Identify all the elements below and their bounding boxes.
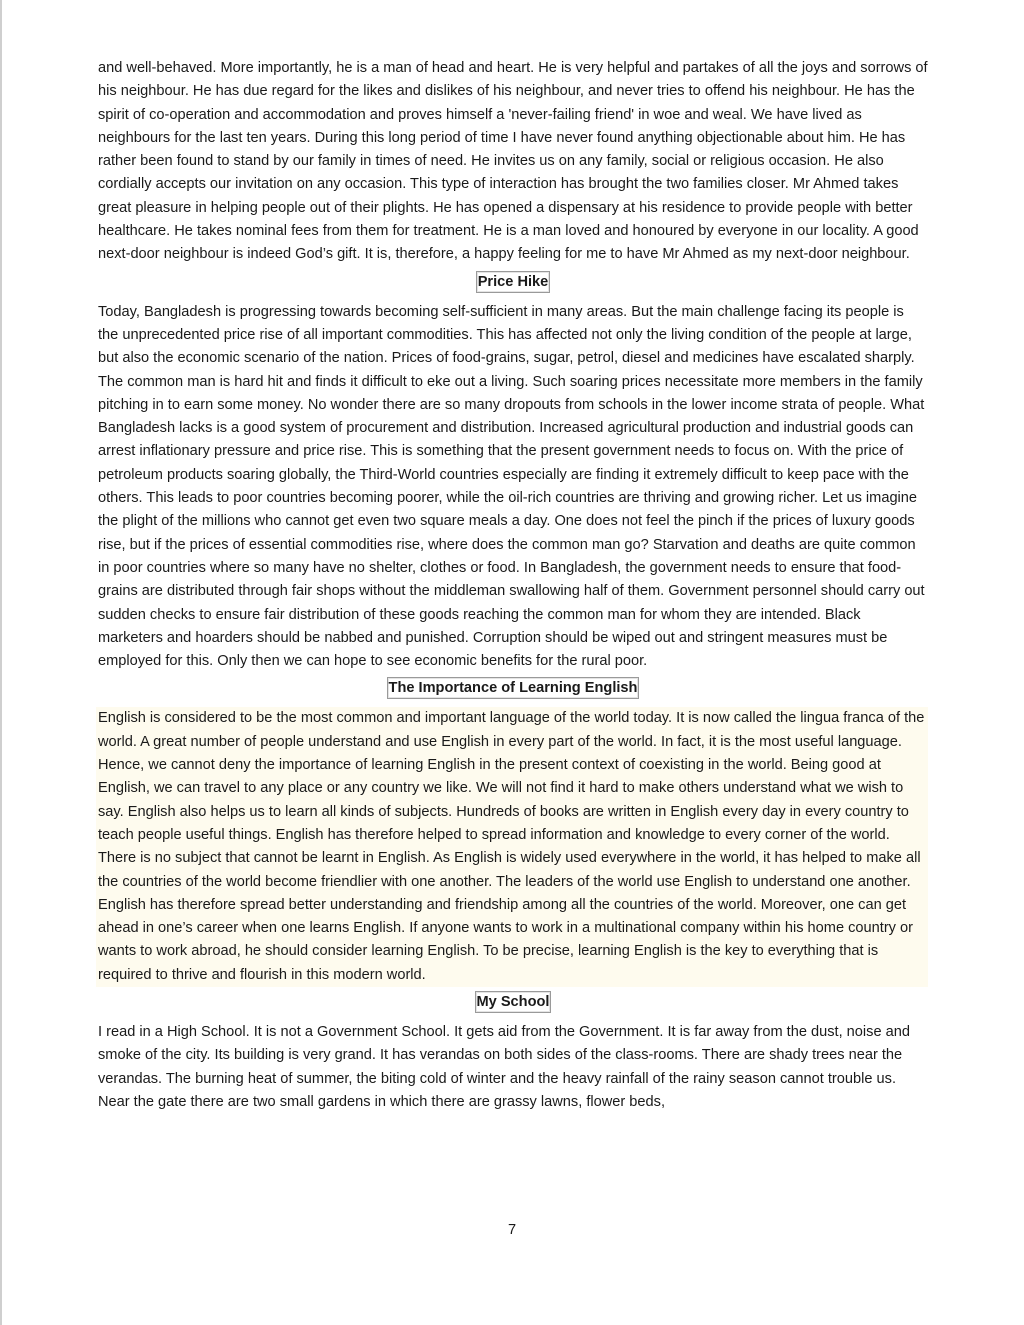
section-heading-wrapper: [98, 991, 928, 1017]
page-number: 7: [507, 1222, 517, 1238]
paragraph-neighbour-continued: and well-behaved. More importantly, he is a man of head and heart. He is very helpful and partakes of all the joys and sorrows of his neighbour. He has due regard for the likes and dislikes of his neighbour, and never tries to offend his neighbour. He has the spirit of co-operation and accommodation and proves himself a 'never-failing friend' in woe and weal. We have lived as neighbours for the last ten years. During this long period of time I have never found anything objectionable about him. He has rather been found to stand by our family in times of need. He invites us on any family, social or religious occasion. He also cordially accepts our invitation on any occasion. This type of interaction has brought the two families closer. Mr Ahmed takes great pleasure in helping people out of their plights. He has opened a dispensary at his residence to provide people with better healthcare. He takes nominal fees from them for treatment. He is a man loved and honoured by everyone in our locality. A good next-door neighbour is indeed God’s gift. It is, therefore, a happy feeling for me to have Mr Ahmed as my next-door neighbour.: [98, 60, 928, 263]
page-edge: [0, 0, 2, 1325]
heading-importance-of-learning-english: The Importance of Learning English: [387, 677, 640, 699]
section-heading-wrapper: [98, 677, 928, 703]
heading-price-hike: Price Hike: [476, 271, 551, 293]
section-heading-wrapper: [98, 271, 928, 297]
paragraph-importance-of-learning-english: English is considered to be the most common and important language of the world today. It is now called the lingua franca of the world. A great number of people understand and use English in every part of the world. In fact, it is the most useful language. Hence, we cannot deny the importance of learning English in the present context of coexisting in the world. Being good at English, we can travel to any place or any country we like. We will not find it hard to make others understand what we wish to say. English also helps us to learn all kinds of subjects. Hundreds of books are written in English every day in every country to teach people useful things. English has therefore helped to spread information and knowledge to every corner of the world. There is no subject that cannot be learnt in English. As English is widely used everywhere in the world, it has helped to make all the countries of the world become friendlier with one another. The leaders of the world use English to understand one another. English has therefore spread better understanding and friendship among all the countries of the world. Moreover, one can get ahead in one’s career when one learns English. If anyone wants to work in a multinational company within his home country or wants to work abroad, he should consider learning English. To be precise, learning English is the key to everything that is required to thrive and flourish in this modern world.: [96, 707, 928, 987]
paragraph-price-hike: Today, Bangladesh is progressing towards becoming self-sufficient in many areas. But the main challenge facing its people is the unprecedented price rise of all important commodities. This has affected not only the living condition of the people at large, but also the economic scenario of the nation. Prices of food-grains, sugar, petrol, diesel and medicines have escalated sharply. The common man is hard hit and finds it difficult to eke out a living. Such soaring prices necessitate more members in the family pitching in to earn some money. No wonder there are so many dropouts from schools in the lower income strata of people. What Bangladesh lacks is a good system of procurement and distribution. Increased agricultural production and industrial goods can arrest inflationary pressure and price rise. This is something that the present government needs to focus on. With the price of petroleum products soaring globally, the Third-World countries especially are finding it extremely difficult to keep pace with the others. This leads to poor countries becoming poorer, while the oil-rich countries are thriving and growing richer. Let us imagine the plight of the millions who cannot get even two square meals a day. One does not feel the pinch if the prices of luxury goods rise, but if the prices of essential commodities rise, where does the common man go? Starvation and deaths are quite common in poor countries where so many have no shelter, clothes or food. In Bangladesh, the government needs to ensure that food-grains are distributed through fair shops without the middleman swallowing half of them. Government personnel should carry out sudden checks to ensure fair distribution of these goods reaching the common man for whom they are intended. Black marketers and hoarders should be nabbed and punished. Corruption should be wiped out and stringent measures must be employed for this. Only then we can hope to see economic benefits for the rural poor.: [98, 303, 925, 670]
paragraph-my-school: I read in a High School. It is not a Government School. It gets aid from the Government. It is far away from the dust, noise and smoke of the city. Its building is very grand. It has verandas on both sides of the class-rooms. There are shady trees near the verandas. The burning heat of summer, the biting cold of winter and the heavy rainfall of the rainy season cannot trouble us. Near the gate there are two small gardens in which there are grassy lawns, flower beds,: [98, 1023, 910, 1110]
document-page: [98, 57, 928, 1114]
heading-my-school: My School: [475, 991, 552, 1013]
